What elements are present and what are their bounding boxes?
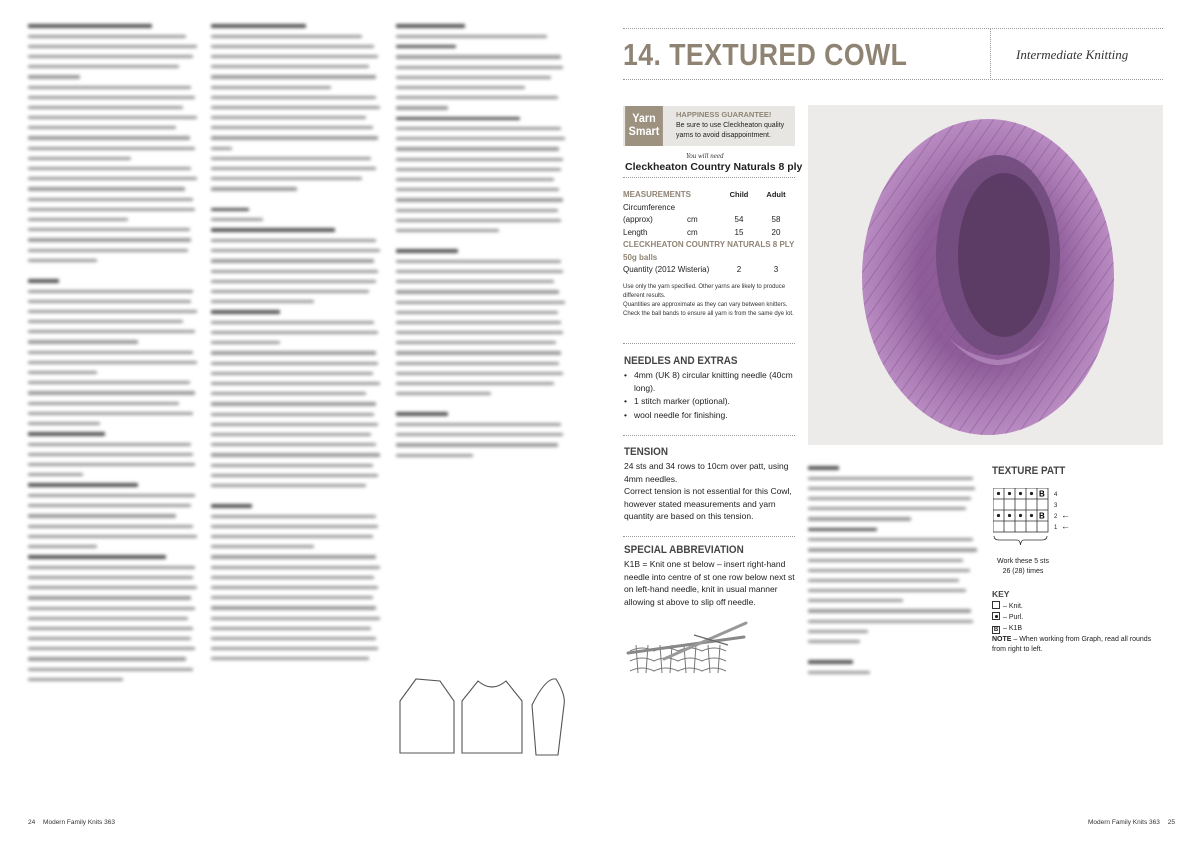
meas-unit: cm (687, 215, 698, 224)
meas-child-value: 54 (734, 215, 744, 224)
right-page-footer (1082, 819, 1175, 826)
key-text: – Purl. (1003, 614, 1024, 621)
row-number: 2 (1054, 514, 1058, 520)
row-arrow: ← (1061, 521, 1070, 531)
meas-label: (approx) (623, 215, 653, 224)
yarn-smart-box (623, 106, 795, 146)
fine-print-line: Quantities are approximate as they can vary between knitters. (623, 302, 788, 308)
sleeve-schematic (532, 679, 564, 755)
key-note-label: NOTE (992, 636, 1012, 643)
tension-note: Correct tension is not essential for this Cowl, however stated measurements and yarn quantity are based on this tension. (624, 486, 792, 521)
list-item: • 1 stitch marker (optional). (624, 395, 796, 408)
pattern-title: 14. TEXTURED COWL (623, 37, 908, 72)
tension-text: 24 sts and 34 rows to 10cm over patt, using 4mm needles. (624, 461, 789, 484)
yarn-name: Cleckheaton Country Naturals 8 ply (625, 161, 803, 173)
meas-child-value: 15 (734, 227, 744, 237)
left-column-1-blurred-text (28, 24, 200, 688)
col-child: Child (729, 190, 749, 199)
separator (623, 435, 795, 436)
front-schematic (462, 681, 522, 753)
row-number: 3 (1054, 503, 1058, 509)
k1b-symbol: B (1039, 489, 1045, 499)
meas-row-circumference (623, 203, 795, 216)
right-footer-title: Modern Family Knits 363 (1088, 819, 1160, 826)
left-page-footer (28, 819, 121, 826)
yarn-smart-body: Be sure to use Cleckheaton quality yarns to avoid disappointment. (676, 122, 785, 139)
left-column-2-blurred-text (211, 24, 383, 667)
yarn-smart-title: HAPPINESS GUARANTEE! (676, 110, 772, 119)
special-abbreviation-heading: SPECIAL ABBREVIATION (624, 544, 744, 556)
quantity-label: Quantity (2012 Wisteria) (623, 265, 710, 274)
key-list (992, 601, 1023, 634)
meas-label: Circumference (623, 202, 676, 212)
yarn-smart-badge: Yarn Smart (625, 106, 663, 146)
separator (623, 177, 795, 178)
knit-symbol-icon (992, 601, 1000, 609)
quantity-adult: 3 (773, 265, 779, 274)
back-schematic (400, 679, 454, 753)
texture-patt-graph (993, 488, 1085, 550)
yarn-fine-print (623, 283, 795, 319)
instructions-blurred-text (808, 466, 980, 681)
cowl (862, 119, 1114, 435)
meas-adult-value: 58 (771, 215, 781, 224)
meas-row-approx (623, 215, 795, 228)
key-item-purl (992, 612, 1023, 623)
meas-row-length (623, 228, 795, 241)
measurements-table (623, 190, 795, 278)
key-heading: KEY (992, 589, 1010, 599)
garment-schematic-sketches (396, 675, 572, 765)
texture-patt-note: Work these 5 sts 26 (28) times (996, 558, 1049, 575)
key-note-text: – When working from Graph, read all rounds from right to left. (992, 636, 1152, 653)
k1b-symbol-icon: B (993, 627, 999, 633)
right-page-number: 25 (1167, 819, 1175, 826)
separator (623, 536, 795, 537)
pattern-header (623, 28, 1163, 80)
key-item-knit (992, 601, 1023, 612)
needles-heading: NEEDLES AND EXTRAS (624, 355, 738, 367)
left-footer-title: Modern Family Knits 363 (43, 819, 115, 826)
list-item: • wool needle for finishing. (624, 409, 796, 422)
key-note (992, 635, 1162, 655)
yarn-ball-size: 50g balls (623, 252, 658, 262)
meas-label: Length (623, 227, 648, 237)
tension-heading: TENSION (624, 446, 669, 458)
special-abbreviation-text: K1B = Knit one st below – insert right-hand needle into centre of st one row below next st on left-hand needle, knit in usual manner allowing st above to slip off needle. (624, 559, 795, 607)
header-divider (990, 29, 991, 78)
fine-print-line: Check the ball bands to ensure all yarn is from the same dye lot. (623, 311, 794, 317)
col-adult: Adult (766, 190, 786, 199)
yarn-heading: CLECKHEATON COUNTRY NATURALS 8 PLY (623, 240, 795, 249)
row-arrow: ← (1061, 510, 1070, 520)
skill-level: Intermediate Knitting (1016, 47, 1129, 62)
repeat-bracket (994, 536, 1047, 545)
list-item: • 4mm (UK 8) circular knitting needle (40cm long). (624, 369, 796, 394)
key-text: – K1B (1003, 625, 1023, 632)
row-number: 1 (1054, 525, 1058, 531)
right-needle (664, 623, 746, 659)
key-item-k1b (992, 623, 1023, 634)
meas-unit: cm (687, 227, 698, 237)
measurements-heading: MEASUREMENTS (623, 190, 692, 199)
left-page-number: 24 (28, 819, 36, 826)
needles-list (624, 369, 796, 422)
row-number: 4 (1054, 492, 1058, 498)
k1b-stitch-diagram (624, 615, 750, 675)
k1b-symbol: B (1039, 511, 1045, 521)
fine-print-line: Use only the yarn specified. Other yarns are likely to produce different results. (623, 284, 786, 299)
purl-symbol-icon (992, 612, 1000, 620)
you-will-need-label: You will need (686, 152, 724, 160)
texture-patt-heading: TEXTURE PATT (992, 465, 1066, 477)
textured-cowl-photo (808, 105, 1163, 445)
left-column-3-blurred-text (396, 24, 568, 464)
quantity-child: 2 (736, 265, 742, 274)
meas-adult-value: 20 (771, 227, 781, 237)
key-text: – Knit. (1003, 603, 1023, 610)
separator (623, 343, 795, 344)
quantity-row (623, 265, 795, 278)
